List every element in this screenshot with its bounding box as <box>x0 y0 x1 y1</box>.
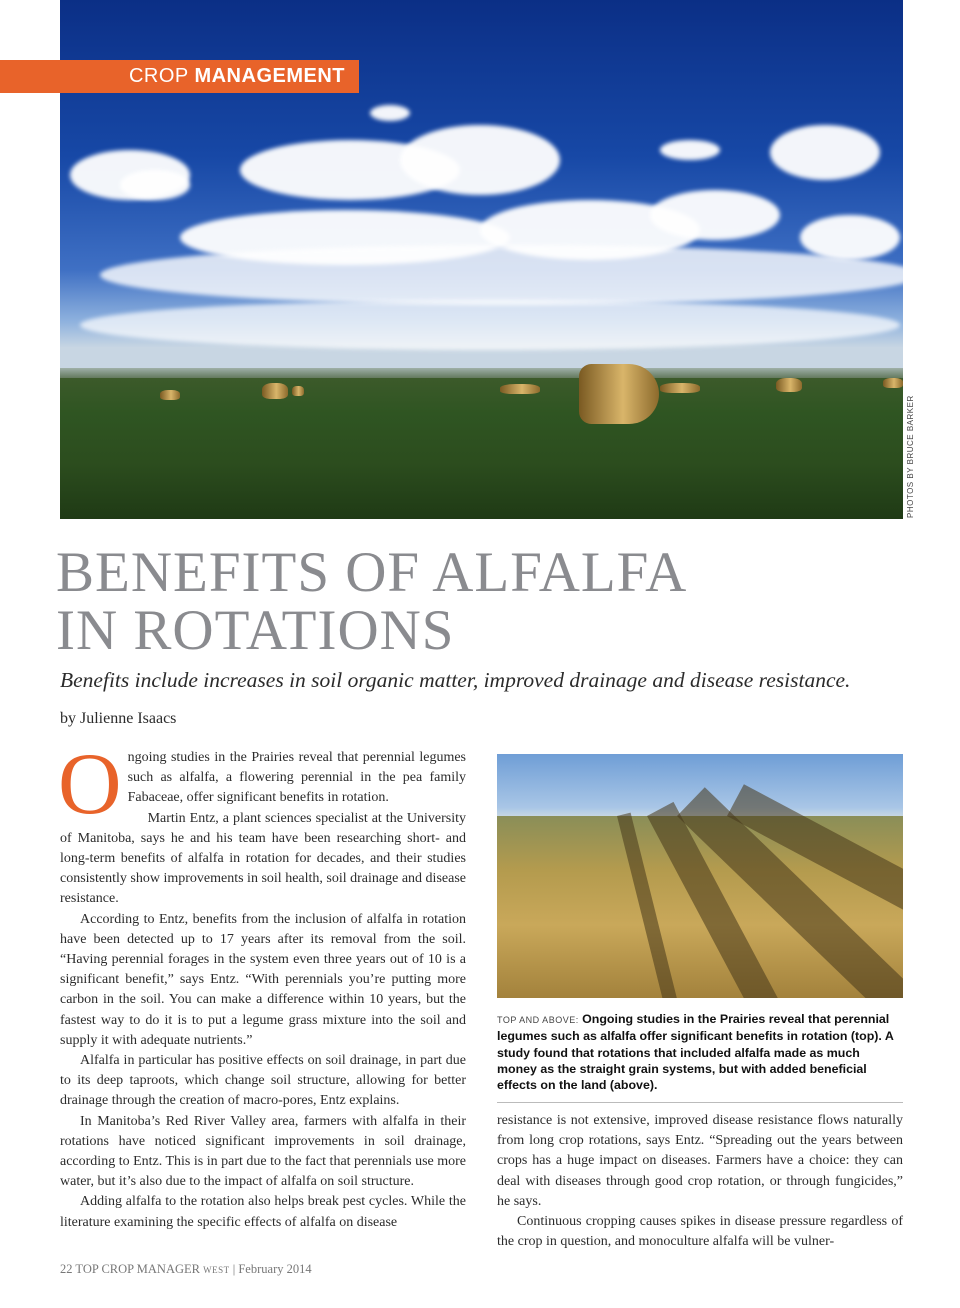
headline <box>56 541 876 662</box>
byline: by Julienne Isaacs <box>60 710 177 727</box>
paragraph: According to Entz, benefits from the inclusion of alfalfa in rotation have been detected up to 17 years after its removal from the soil. “Having perennial forages in the system even three years out of 10 is a significant benefit,” says Entz. “With perennials you’re putting more carbon in the soil. You can make a difference within 10 years, but the fastest way to do it is to put a legume grass mixture into the soil and supply it with adequate nutrients.” <box>60 911 466 1048</box>
paragraph: In Manitoba’s Red River Valley area, farmers with alfalfa in their rotations have noticed significant improvements in soil drainage, according to Entz. This is in part due to the fact that perennials use more water, but it’s also due to the impact of alfalfa on soil structure. <box>60 1113 467 1190</box>
headline-line-2: IN ROTATIONS <box>56 599 455 662</box>
caption-text: Ongoing studies in the Prairies reveal that perennial legumes such as alfalfa offer significant benefits in rotation (top). A study found that rotations that included alfalfa made as much money as the straight grain systems, but with added beneficial effects on the land (above). <box>497 1012 894 1093</box>
cloud <box>400 125 560 195</box>
section-tag <box>0 60 359 93</box>
hay-bale <box>776 378 802 392</box>
drop-cap: O <box>58 736 122 833</box>
hay-bale <box>500 384 540 394</box>
right-column <box>497 1108 903 1252</box>
paragraph: Continuous cropping causes spikes in disease pressure regardless of the crop in question, and monoculture alfalfa will be vulner- <box>497 1214 903 1250</box>
photo-caption <box>497 1011 903 1093</box>
paragraph-text: ngoing studies in the Prairies reveal that perennial legumes such as alfalfa, a flowering perennial in the pea family Fabaceae, offer significant benefits in rotation. <box>127 750 466 806</box>
hay-bale <box>292 386 304 396</box>
cloud <box>120 170 190 200</box>
paragraph <box>58 736 466 833</box>
edition: WEST <box>203 1265 230 1275</box>
cloud <box>800 215 900 260</box>
hay-bale <box>660 383 700 393</box>
page-footer <box>60 1262 312 1277</box>
hay-bale <box>160 390 180 400</box>
headline-line-1: BENEFITS OF ALFALFA <box>56 541 688 604</box>
cloud <box>770 125 880 180</box>
cloud-bank <box>80 300 900 350</box>
magazine-name: TOP CROP MANAGER <box>75 1262 200 1276</box>
cloud <box>370 105 410 121</box>
alfalfa-field-photo <box>497 754 903 998</box>
photo-credit: PHOTOS BY BRUCE BARKER <box>906 395 915 518</box>
issue-date: February 2014 <box>238 1262 312 1276</box>
paragraph: resistance is not extensive, improved disease resistance flows naturally from long crop rotations, says Entz. “Spreading out the years between crops has a huge impact on diseases. Farmers have a choice: they can deal with diseases through good crop rotation, or through fungicides,” he says. <box>497 1113 903 1209</box>
cloud-bank <box>100 245 903 305</box>
page-number: 22 <box>60 1262 73 1276</box>
caption-label: TOP AND ABOVE: <box>497 1015 579 1025</box>
hay-bale-large <box>579 364 659 424</box>
cloud <box>660 140 720 160</box>
hay-bale <box>262 383 288 399</box>
footer-separator: | <box>232 1262 236 1276</box>
paragraph: Martin Entz, a plant sciences specialist at the University of Manitoba, says he and his team have been researching short- and long-term benefits of alfalfa in rotation for decades, and their studies consistently show improvements in soil health, soil drainage and disease resistance. <box>60 810 466 907</box>
left-column <box>58 736 467 1233</box>
divider <box>497 1102 903 1103</box>
section-tag-label: MANAGEMENT <box>194 65 345 87</box>
paragraph: Adding alfalfa to the rotation also helps break pest cycles. While the literature examining the specific effects of alfalfa on disease <box>60 1194 466 1230</box>
paragraph: Alfalfa in particular has positive effects on soil drainage, in part due to its deep taproots, which change soil structure, allowing for better drainage through the creation of macro-pores, Entz explains. <box>60 1053 466 1109</box>
deck: Benefits include increases in soil organic matter, improved drainage and disease resistance. <box>60 668 851 692</box>
cloud <box>650 190 780 240</box>
hay-bale <box>883 378 903 388</box>
section-tag-prefix: CROP <box>128 65 189 87</box>
green-field <box>60 378 903 519</box>
